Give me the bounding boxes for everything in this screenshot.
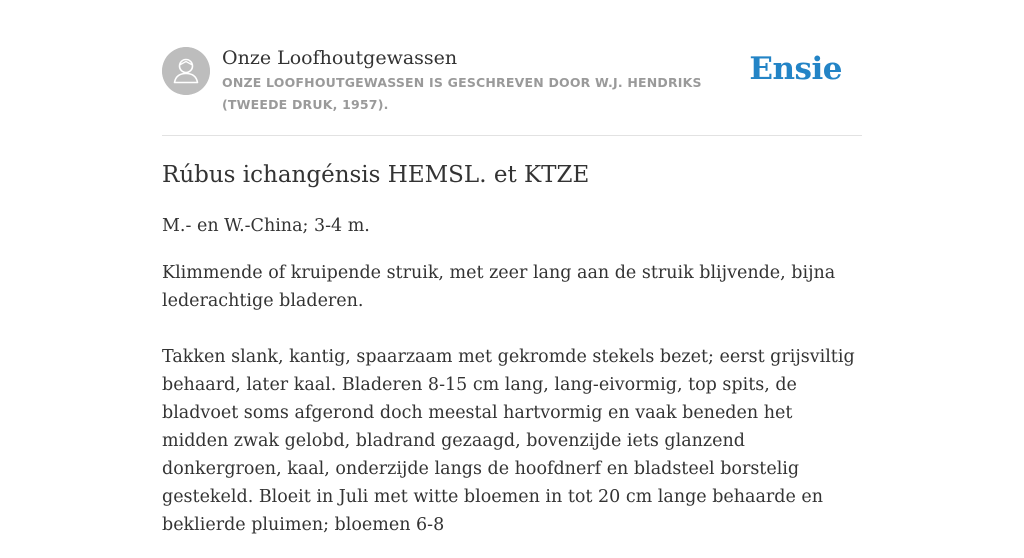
entry-body (162, 212, 862, 558)
entry-paragraph: Klimmende of kruipende struik, met zeer lang aan de struik blijvende, bijna lederachtige bladeren. (162, 263, 836, 311)
source-description: ONZE LOOFHOUTGEWASSEN IS GESCHREVEN DOOR W.J. HENDRIKS (TWEEDE DRUK, 1957). (222, 75, 702, 112)
source-header (162, 0, 862, 136)
source-title[interactable]: Onze Loofhoutgewassen (222, 47, 458, 69)
entry-title: Rúbus ichangénsis HEMSL. et KTZE (162, 162, 590, 188)
page (162, 0, 862, 535)
avatar[interactable] (162, 47, 210, 95)
entry-paragraph: M.- en W.-China; 3-4 m. (162, 216, 370, 236)
brand-logo[interactable]: Ensie (749, 51, 842, 87)
entry-paragraph: Takken slank, kantig, spaarzaam met gekromde stekels bezet; eerst grijsviltig behaard, later kaal. Bladeren 8-15 cm lang, lang-eivormig, top spits, de bladvoet soms afgerond doch meestal hartvormig en vaak beneden het midden zwak gelobd, bladrand gezaagd, bovenzijde iets glanzend donkergroen, kaal, onderzijde langs de hoofdnerf en bladsteel borstelig gestekeld. Bloeit in Juli met witte bloemen in tot 20 cm lange behaarde en beklierde pluimen; bloemen 6-8 (162, 347, 855, 535)
user-icon (162, 47, 210, 95)
